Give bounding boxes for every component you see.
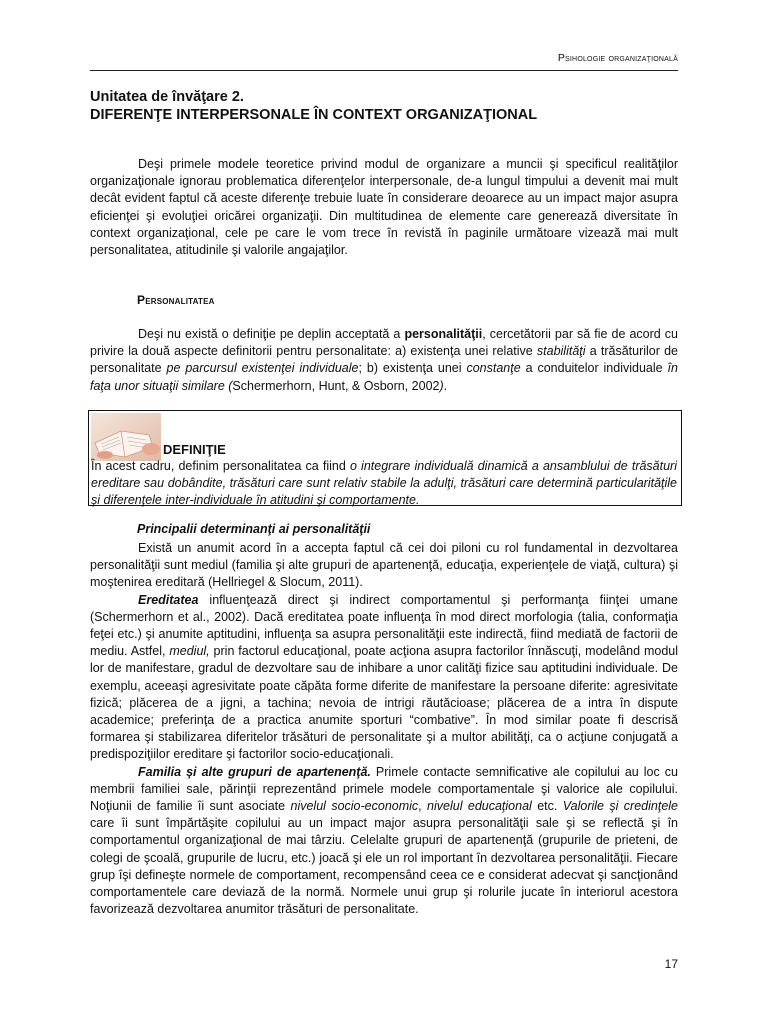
- header-rule: [90, 70, 678, 71]
- determinants-section: [90, 540, 678, 918]
- determinants-heading: Principalii determinanţi ai personalităţii: [137, 522, 371, 536]
- unit-label: Unitatea de învăţare 2.: [90, 89, 244, 105]
- definition-text: În acest cadru, definim personalitatea ca fiind o integrare individuală dinamică a ansamblului de trăsături ereditare sau dobândite, trăsături care sunt relativ stabile la adulţi, trăsături care determină particularităţile şi diferenţele inter-individuale în atitudini şi comportamente.: [91, 459, 677, 508]
- personality-section: [90, 326, 678, 395]
- determinants-paragraph-1: Există un anumit acord în a accepta faptul că cei doi piloni cu rol fundamental in dezvoltarea personalităţii sunt mediul (familia şi alte grupuri de apartenenţă, educaţia, experienţele de viaţă, cultura) şi moştenirea ereditară (Hellriegel & Slocum, 2011).: [90, 541, 678, 590]
- intro-paragraph: Deşi primele modele teoretice privind modul de organizare a muncii şi specificul realităţilor organizaţionale ignorau problematica diferenţelor interpersonale, de-a lungul timpului a devenit mai mult decât evident faptul că aceste diferenţe trebuie luate în considerare deoarece au un impact major asupra eficienţei şi evoluţiei oricărei organizaţii. Din multitudinea de elemente care generează diversitate în context organizaţional, cele pe care le vom trece în revistă în paginile următoare vizează mai mult personalitatea, atitudinile şi valorile angajaţilor.: [90, 157, 678, 258]
- personality-paragraph: Deşi nu există o definiţie pe deplin acceptată a personalităţii, cercetătorii par să fie de acord cu privire la două aspecte definitorii pentru personalitate: a) existenţa unei relative stabilităţi a trăsăturilor de personalitate pe parcursul existenţei individuale; b) existenţa unei constanţe a conduitelor individuale în faţa unor situaţii similare (Schermerhorn, Hunt, & Osborn, 2002).: [90, 327, 679, 393]
- definition-label: DEFINIŢIE: [163, 442, 226, 457]
- page-number: 17: [664, 957, 678, 971]
- definition-box: [88, 410, 682, 506]
- intro-section: [90, 156, 678, 259]
- heredity-paragraph: Ereditatea influenţează direct şi indirect comportamentul şi performanţa fiinţei umane (Schermerhorn et al., 2002). Dacă ereditatea poate influenţa în mod direct morfologia (talia, conformaţia feţei etc.) şi anumite aptitudini, influenţa sa asupra personalităţii este indirectă, fiind mediată de factorii de mediu. Astfel, mediul, prin factorul educaţional, poate acţiona asupra factorilor înnăscuţi, modelând modul lor de manifestare, gradul de dezvoltare sau de inhibare a unor calităţi fizice sau aptitudini individuale. De exemplu, aceeaşi agresivitate poate căpăta forme diferite de manifestare la persoane diferite: agresivitate fizică; plăcerea de a jigni, a tachina; nevoia de intrigi răutăcioase; plăcerea de a intra în dispute academice; preferinţa de a practica anumite sporturi “combative”. În mod similar poate fi descrisă formarea şi stabilizarea diferitelor trăsături de personalitate şi a multor abilităţi, ca o acţiune conjugată a predispoziţiilor ereditare şi factorilor socio-educaţionali.: [90, 592, 679, 762]
- section-heading-personality: Personalitatea: [137, 293, 215, 307]
- running-header: Psihologie organizaţională: [557, 52, 678, 64]
- family-paragraph: Familia şi alte grupuri de apartenenţă. Primele contacte semnificative ale copilului au loc cu membrii familiei sale, părinţii reprezentând primele modele comportamentale şi valorice ale copilului. Noţiunii de familie îi sunt asociate nivelul socio-economic, nivelul educaţional etc. Valorile şi credinţele care îi sunt împărtăşite copilului au un impact major asupra personalităţii sale şi se reflectă şi în comportamentul organizaţional de mai târziu. Celelalte grupuri de apartenenţă (grupurile de prieteni, de colegi de şcoală, grupurile de lucru, etc.) joacă şi ele un rol important în dezvoltarea personalităţii. Fiecare grup îşi defineşte normele de comportament, recompensând ceea ce e considerat adecvat şi sancţionând comportamentele care deviază de la normă. Normele unui grup şi rolurile jucate în interiorul acestora favorizează dezvoltarea anumitor trăsături de personalitate.: [90, 764, 678, 917]
- unit-title: DIFERENŢE INTERPERSONALE ÎN CONTEXT ORGANIZAŢIONAL: [90, 107, 538, 123]
- open-book-icon: [91, 413, 161, 461]
- unit-title-block: [90, 88, 690, 124]
